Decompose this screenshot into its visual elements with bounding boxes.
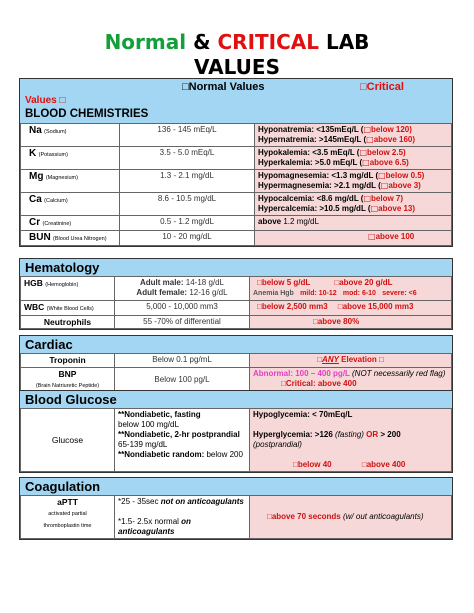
table-row: BUN (Blood Urea Nitrogen) 10 - 20 mg/dL □above 100 [21, 231, 452, 246]
legend-normal: □Normal Values [182, 81, 265, 93]
critical-line: □above 100 [368, 232, 415, 241]
legend-critical: □Critical [360, 81, 404, 93]
table-row: Neutrophils 55 -70% of differential □above 80% [21, 316, 452, 329]
page-title-line2: VALUES [194, 55, 280, 79]
section-title: Coagulation [25, 479, 101, 494]
section-header [20, 79, 452, 123]
critical-line: Hyponatremia: <135mEq/L (□below 120) [258, 125, 412, 134]
cardiac-section [19, 335, 453, 394]
table-row: K (Potassium) 3.5 - 5.0 mEq/L Hypokalemia: <3.5 mEq/L (□below 2.5) Hyperkalemia: >5.0 mEq/L (□above 6.5) [21, 147, 452, 170]
critical-line: Hypernatremia: >145mEq/L (□above 160) [258, 135, 416, 144]
hematology-section [19, 258, 453, 330]
table-row: HGB (Hemoglobin) Adult male: 14-18 g/dL Adult female: 12-16 g/dL □below 5 g/dL □above 20 g/dL Anemia Hgb mild: 10-12 mod: 6-10 severe: <6 [21, 277, 452, 301]
table-row: BNP (Brain Natriuretic Peptide) Below 100 pg/L Abnormal: 100 – 400 pg/L (NOT necessarily red flag) □Critical: above 400 [21, 368, 452, 393]
table-row: WBC (White Blood Cells) 5,000 - 10,000 mm3 □below 2,500 mm3 □above 15,000 mm3 [21, 301, 452, 316]
table-row: Glucose **Nondiabetic, fasting below 100 mg/dL **Nondiabetic, 2-hr postprandial 65-139 mg/dL **Nondiabetic random: below 200 Hypoglycemia: < 70mEq/L Hyperglycemia: >126 (fasting) OR > 200 (postprandial) □below 40 □above 400 [21, 409, 452, 472]
glucose-table [20, 408, 452, 472]
critical-line: above 1.2 mg/dL [258, 217, 319, 226]
section-title: Cardiac [25, 337, 73, 352]
section-title: Blood Glucose [25, 392, 117, 407]
critical-line: Hypomagnesemia: <1.3 mg/dL (□below 0.5) [258, 171, 425, 180]
section-title: Hematology [25, 260, 100, 275]
critical-line: Hypocalcemia: <8.6 mg/dL (□below 7) [258, 194, 404, 203]
blood-chem-table [20, 123, 452, 246]
critical-line: Hypokalemia: <3.5 mEq/L (□below 2.5) [258, 148, 406, 157]
section-header [20, 478, 452, 495]
section-header [20, 259, 452, 276]
table-row: Troponin Below 0.1 pg/mL □ANY Elevation □ [21, 354, 452, 368]
critical-line: Hyperkalemia: >5.0 mEq/L (□above 6.5) [258, 158, 409, 167]
critical-line: Hypercalcemia: >10.5 mg/dL (□above 13) [258, 204, 416, 213]
section-header [20, 336, 452, 353]
table-row: Ca (Calcium) 8.6 - 10.5 mg/dL Hypocalcemia: <8.6 mg/dL (□below 7) Hypercalcemia: >10.5 mg/dL (□above 13) [21, 193, 452, 216]
table-row: aPTT activated partial thromboplastin time *25 - 35sec not on anticoagulants *1.5- 2.5x normal on anticoagulants □above 70 seconds (w/ out anticoagulants) [21, 496, 452, 539]
hematology-table [20, 276, 452, 329]
table-row: Mg (Magnesium) 1.3 - 2.1 mg/dL Hypomagnesemia: <1.3 mg/dL (□below 0.5) Hypermagnesemia: >2.1 mg/dL (□above 3) [21, 170, 452, 193]
section-title: BLOOD CHEMISTRIES [25, 108, 149, 120]
cardiac-table [20, 353, 452, 393]
table-row: Na (Sodium) 136 - 145 mEq/L Hyponatremia: <135mEq/L (□below 120) Hypernatremia: >145mEq/L (□above 160) [21, 124, 452, 147]
section-header [20, 391, 452, 408]
blood-glucose-section [19, 390, 453, 473]
blood-chemistries-section [19, 78, 453, 247]
page-title: Normal & CRITICAL LAB [104, 30, 370, 54]
critical-line: Hypermagnesemia: >2.1 mg/dL (□above 3) [258, 181, 421, 190]
coagulation-section [19, 477, 453, 540]
table-row: Cr (Creatinine) 0.5 - 1.2 mg/dL above 1.2 mg/dL [21, 216, 452, 231]
legend-values: Values □ [25, 95, 66, 106]
coagulation-table [20, 495, 452, 539]
